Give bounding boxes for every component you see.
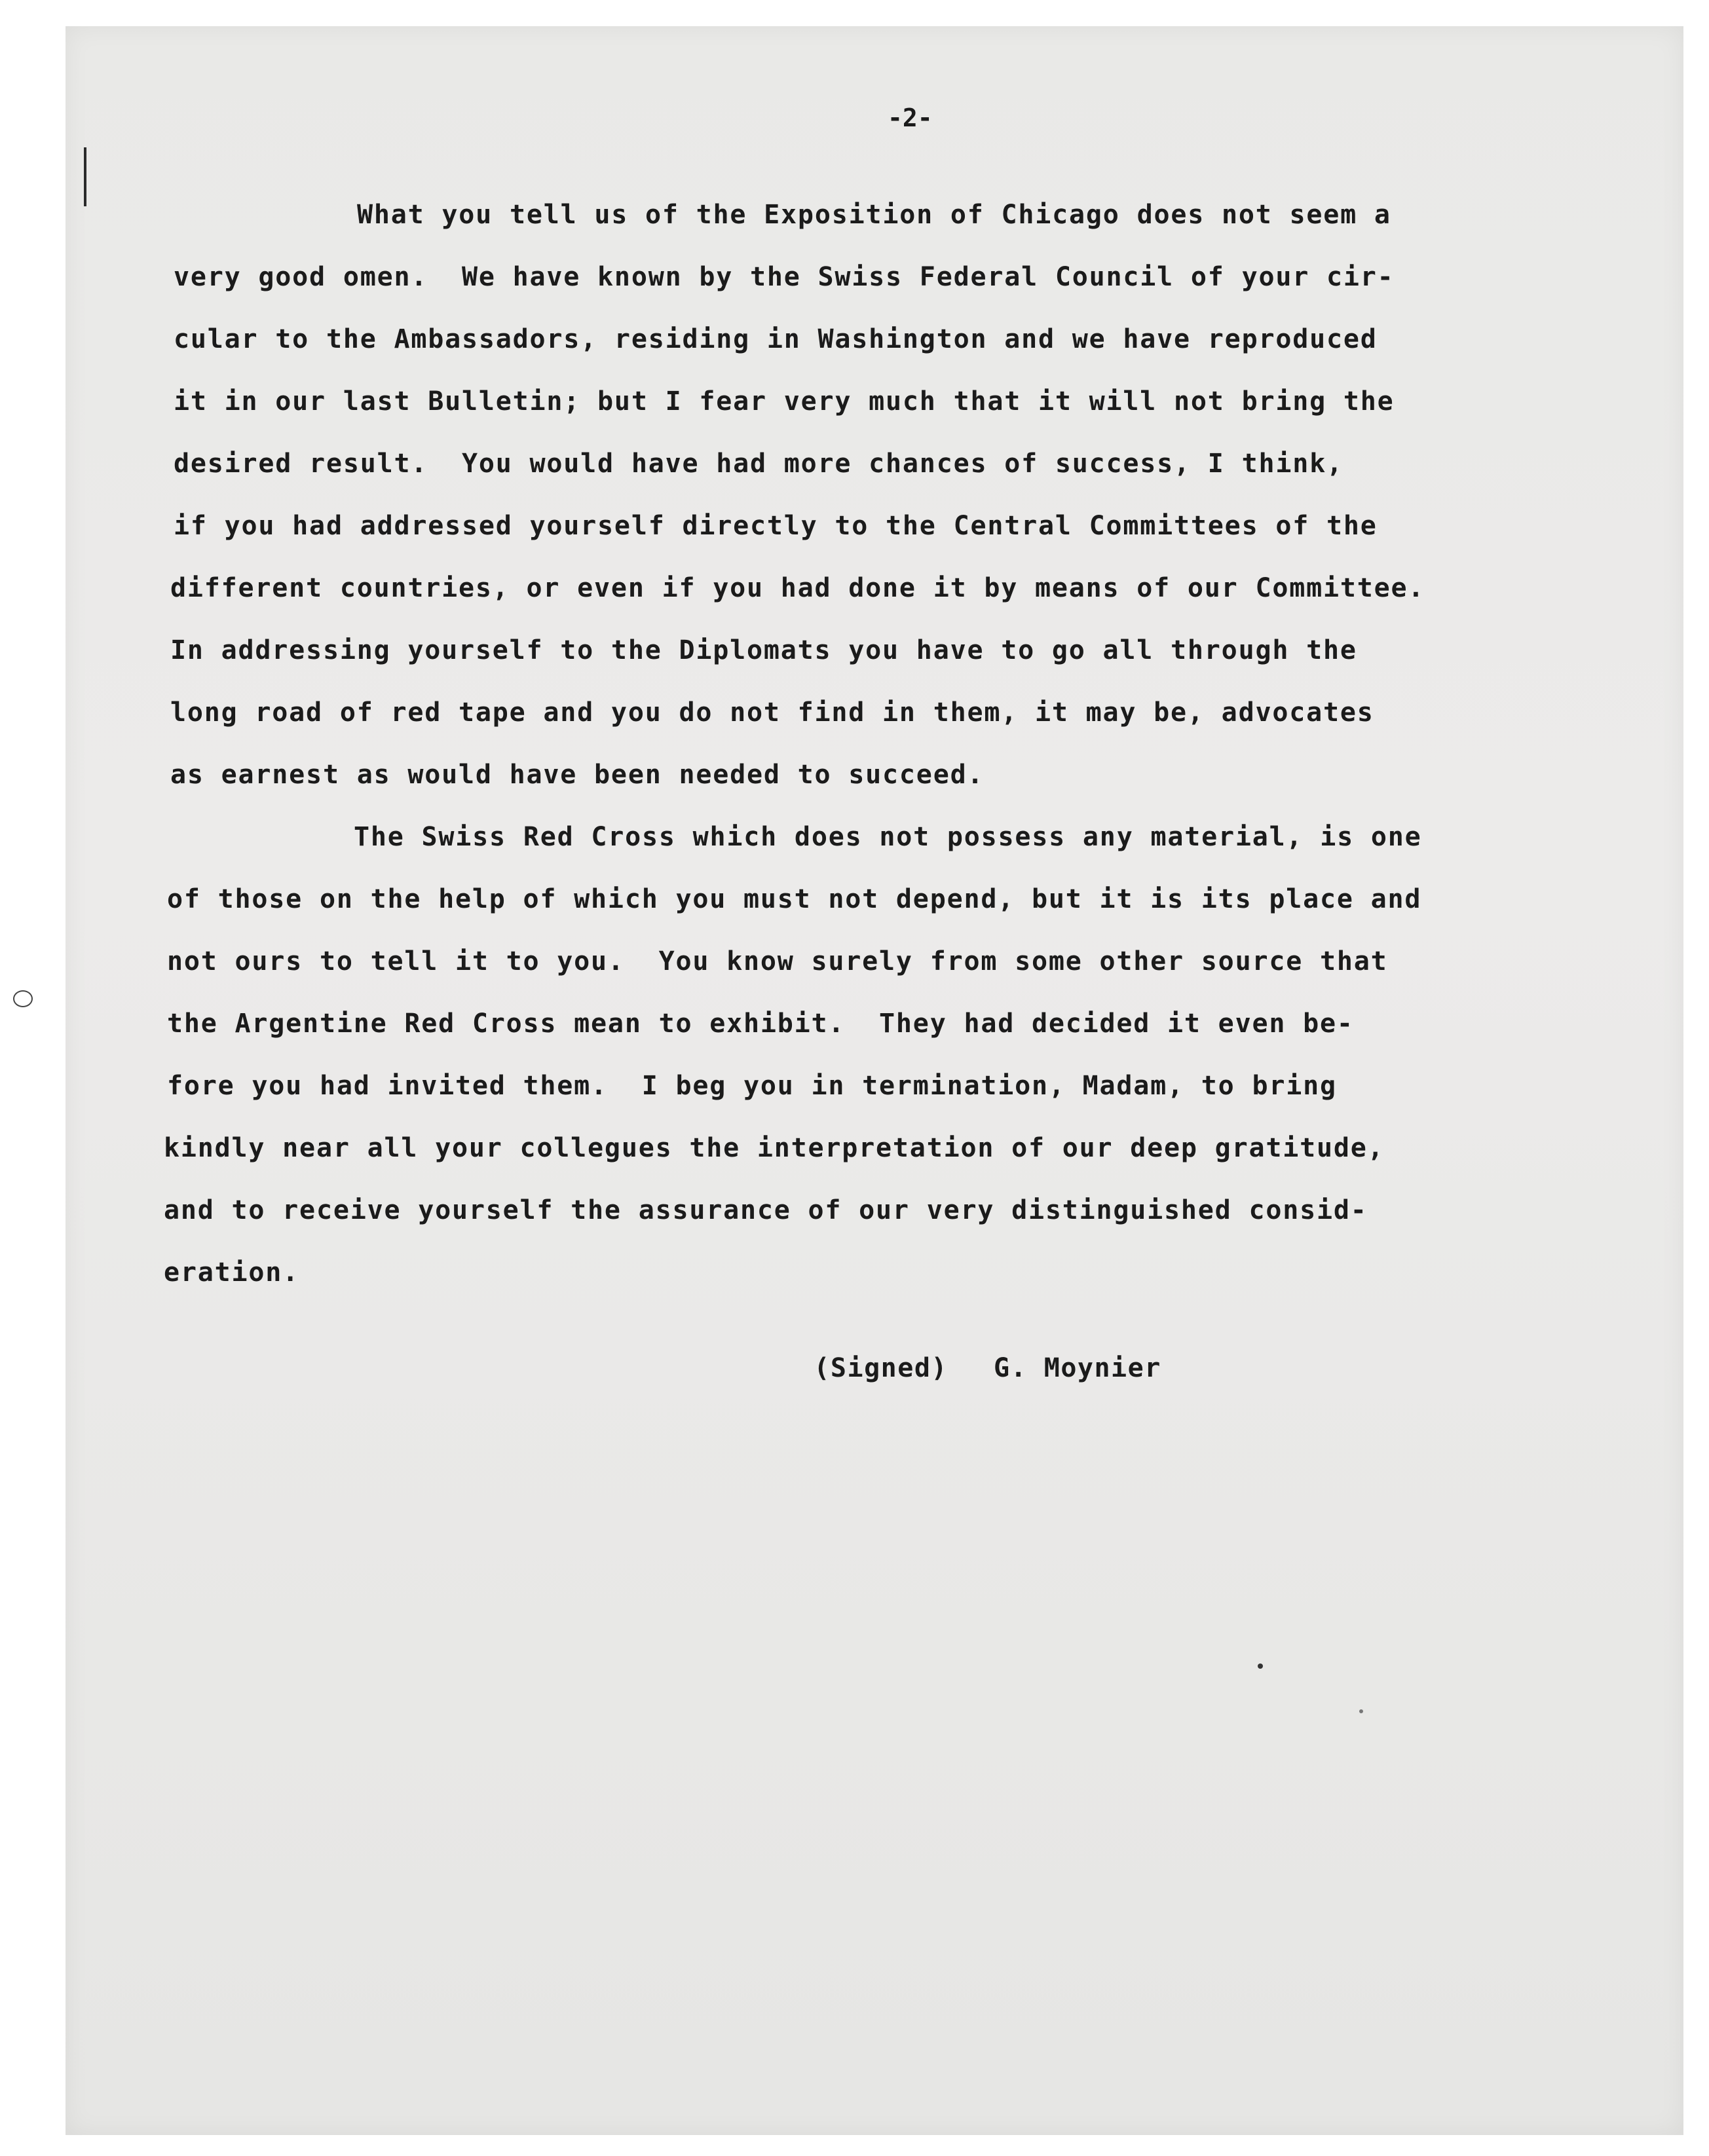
body-line: eration. <box>164 1257 300 1288</box>
ink-speck <box>1359 1709 1363 1713</box>
body-line: and to receive yourself the assurance of our very distinguished consid- <box>164 1195 1368 1225</box>
body-line: What you tell us of the Exposition of Chicago does not seem a <box>357 200 1391 230</box>
body-line: of those on the help of which you must not depend, but it is its place and <box>167 884 1422 914</box>
signature-label: (Signed) <box>814 1353 948 1383</box>
body-line: the Argentine Red Cross mean to exhibit. They had decided it even be- <box>167 1009 1354 1039</box>
body-line: if you had addressed yourself directly to the Central Committees of the <box>174 511 1378 541</box>
signature-block <box>747 1323 1161 1413</box>
body-line: kindly near all your collegues the interpretation of our deep gratitude, <box>164 1133 1385 1163</box>
body-line: desired result. You would have had more chances of success, I think, <box>174 449 1343 479</box>
body-line: it in our last Bulletin; but I fear very much that it will not bring the <box>174 386 1395 417</box>
body-line: The Swiss Red Cross which does not possess any material, is one <box>354 822 1422 852</box>
body-line: fore you had invited them. I beg you in termination, Madam, to bring <box>167 1071 1337 1101</box>
punch-hole <box>13 990 33 1007</box>
body-line: In addressing yourself to the Diplomats you have to go all through the <box>170 635 1357 665</box>
body-line: different countries, or even if you had done it by means of our Committee. <box>170 573 1425 603</box>
body-line: not ours to tell it to you. You know surely from some other source that <box>167 946 1388 976</box>
body-line: as earnest as would have been needed to succeed. <box>170 760 985 790</box>
ink-speck <box>1258 1663 1263 1669</box>
body-line: cular to the Ambassadors, residing in Washington and we have reproduced <box>174 324 1378 354</box>
signature-name: G. Moynier <box>993 1353 1161 1383</box>
document-page <box>66 26 1683 2135</box>
edge-mark <box>84 147 86 206</box>
page-number: -2- <box>888 103 933 132</box>
body-line: very good omen. We have known by the Swiss Federal Council of your cir- <box>174 262 1395 292</box>
body-line: long road of red tape and you do not find in them, it may be, advocates <box>170 697 1374 728</box>
